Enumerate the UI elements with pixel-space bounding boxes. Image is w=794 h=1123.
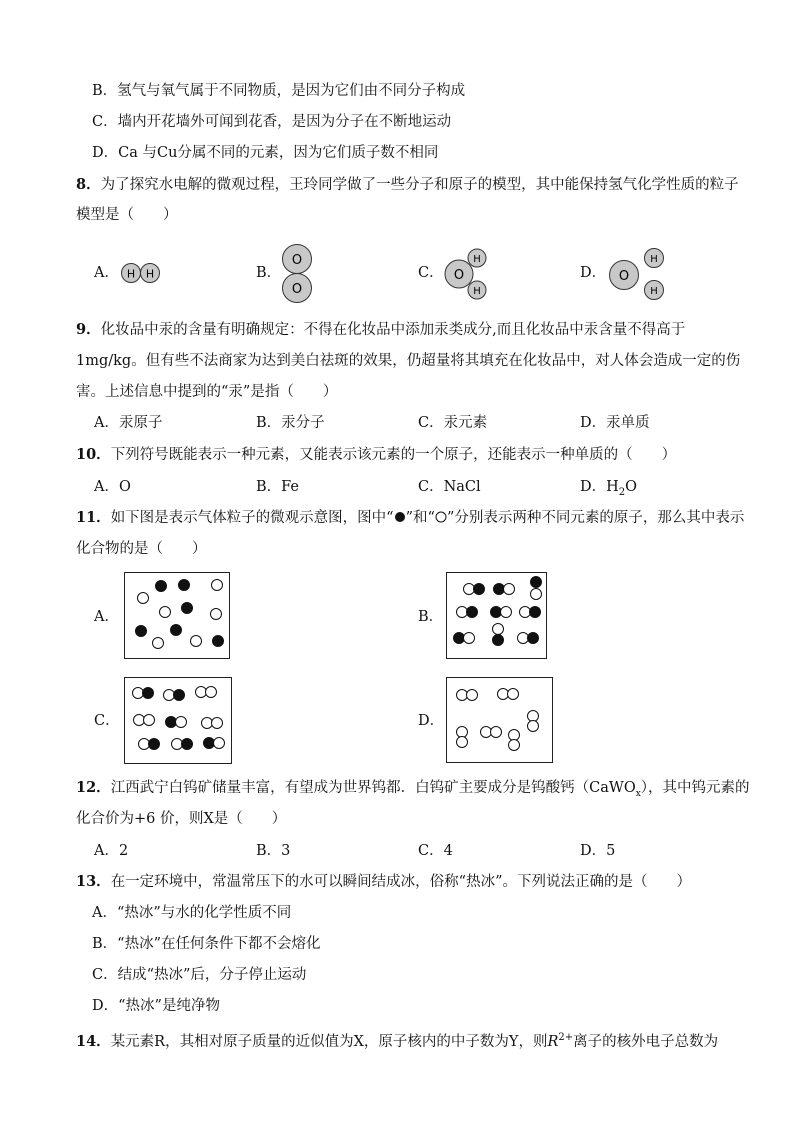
q11-stem-line2: 化合物的是（ ） [76, 541, 207, 557]
q12-stem-line1 [76, 778, 750, 804]
q13-option-d: D．“热冰”是纯净物 [92, 998, 220, 1014]
q7-option-c: C．墙内开花墙外可闻到花香，是因为分子在不断地运动 [92, 114, 452, 130]
q8-label-a: A． [94, 265, 119, 281]
q8-model-b-o2 [281, 243, 315, 305]
q12-stem-subscript: x [635, 788, 641, 799]
q8-c-atom-h2: H [473, 286, 481, 297]
q8-label-d: D． [580, 265, 607, 281]
q11-number: 11． [76, 509, 111, 526]
q8-d-atom-h2: H [650, 286, 658, 297]
q8-d-atom-o: O [618, 269, 630, 284]
q9-stem-text1: 化妆品中汞的含量有明确规定：不得在化妆品中添加汞类成分,而且化妆品中汞含量不得高于 [100, 322, 686, 338]
q13-option-a: A．“热冰”与水的化学性质不同 [92, 905, 292, 921]
q14-stem-line [76, 1028, 718, 1052]
q7-option-b: B．氢气与氧气属于不同物质，是因为它们由不同分子构成 [92, 83, 466, 99]
q12-stem-line2: 化合价为+6 价，则X是（ ） [76, 811, 287, 827]
q8-number: 8． [76, 176, 101, 193]
q13-stem-line [76, 872, 691, 892]
q9-option-c: C．汞元素 [418, 415, 488, 431]
black-atom-icon [394, 511, 406, 523]
q10-option-b: B．Fe [256, 479, 300, 495]
q8-stem-line1 [76, 175, 739, 195]
q12-option-d: D．5 [580, 843, 616, 859]
q8-model-d-h2o [607, 248, 669, 302]
q9-stem-line1 [76, 320, 685, 340]
q13-stem-text: 在一定环境中，常温常压下的水可以瞬间结成冰，俗称“热冰”。下列说法正确的是（ ） [110, 874, 692, 890]
q10-option-d-prefix: D．H [580, 479, 619, 495]
q11-diagram-b-particles [447, 573, 546, 658]
white-atom-icon [435, 511, 447, 523]
q11-label-c: C． [94, 713, 120, 729]
q13-option-c: C．结成“热冰”后，分子停止运动 [92, 967, 307, 983]
q11-diagram-d-particles [447, 678, 552, 762]
q14-ion-charge: 2+ [558, 1032, 574, 1043]
q11-stem-text-c: ”分别表示两种不同元素的原子，那么其中表示 [446, 510, 745, 526]
q9-stem-line3: 害。上述信息中提到的“汞”是指（ ） [76, 384, 338, 400]
q13-option-b: B．“热冰”在任何条件下都不会熔化 [92, 936, 321, 952]
q9-stem-line2: 1mg/kg。但有些不法商家为达到美白祛斑的效果，仍超量将其填充在化妆品中，对人体会造成一定的伤 [76, 353, 741, 369]
q11-label-a: A． [94, 609, 119, 625]
q8-a-atom-h2: H [145, 267, 155, 281]
q12-stem-text-b: ），其中钨元素的 [640, 780, 750, 796]
q10-stem-text: 下列符号既能表示一种元素，又能表示该元素的一个原子，还能表示一种单质的（ ） [110, 447, 677, 463]
q8-c-atom-h1: H [473, 254, 481, 265]
q11-diagram-d [446, 677, 553, 763]
q10-option-d-subscript: 2 [618, 486, 626, 498]
q10-option-c: C．NaCl [418, 479, 481, 495]
q8-d-atom-h1: H [650, 254, 658, 265]
q8-model-c-h2o [443, 248, 491, 300]
q12-option-c: C．4 [418, 843, 453, 859]
q11-diagram-c [124, 677, 232, 764]
q12-option-b: B．3 [256, 843, 291, 859]
q9-option-b: B．汞分子 [256, 415, 325, 431]
q10-number: 10． [76, 446, 111, 463]
q8-model-a-h2 [120, 260, 164, 286]
q10-option-a: A．O [94, 479, 131, 495]
q12-stem-text-a: 江西武宁白钨矿储量丰富，有望成为世界钨都．白钨矿主要成分是钨酸钙（CaWO [110, 780, 636, 796]
q9-option-d: D．汞单质 [580, 415, 650, 431]
q11-stem-text-b: ”和“ [405, 510, 435, 526]
q14-stem-text-b: 离子的核外电子总数为 [573, 1033, 719, 1050]
q12-number: 12． [76, 779, 111, 796]
q8-stem-text1: 为了探究水电解的微观过程，王玲同学做了一些分子和原子的模型，其中能保持氢气化学性质的粒子 [100, 177, 739, 193]
q11-diagram-b [446, 572, 547, 659]
q11-label-d: D． [418, 713, 445, 729]
q14-stem-text-a: 某元素R，其相对原子质量的近似值为X，原子核内的中子数为Y，则 [110, 1033, 548, 1050]
q8-a-atom-h1: H [126, 267, 136, 281]
q12-option-a: A．2 [94, 843, 129, 859]
q8-label-c: C． [418, 265, 444, 281]
q10-option-d-suffix: O [625, 479, 638, 495]
q11-diagram-a [124, 572, 230, 659]
q8-b-atom-o2: O [291, 282, 303, 297]
q11-label-b: B． [418, 609, 444, 625]
q11-diagram-c-particles [125, 678, 231, 763]
q13-number: 13． [76, 873, 111, 890]
q7-option-d: D．Ca 与Cu分属不同的元素，因为它们质子数不相同 [92, 145, 439, 161]
q8-c-atom-o: O [453, 268, 465, 283]
q8-b-atom-o1: O [291, 253, 303, 268]
q9-option-a: A．汞原子 [94, 415, 163, 431]
q9-number: 9． [76, 321, 101, 338]
q11-diagram-a-particles [125, 573, 229, 658]
q14-ion-symbol: R [547, 1033, 559, 1050]
q10-stem-line [76, 445, 676, 465]
q8-stem-line2: 模型是（ ） [76, 207, 178, 223]
q11-stem-line1 [76, 508, 744, 528]
q10-option-d [580, 477, 637, 503]
q8-label-b: B． [256, 265, 282, 281]
q11-stem-text-a: 如下图是表示气体粒子的微观示意图，图中“ [110, 510, 394, 526]
q14-number: 14． [76, 1032, 111, 1050]
